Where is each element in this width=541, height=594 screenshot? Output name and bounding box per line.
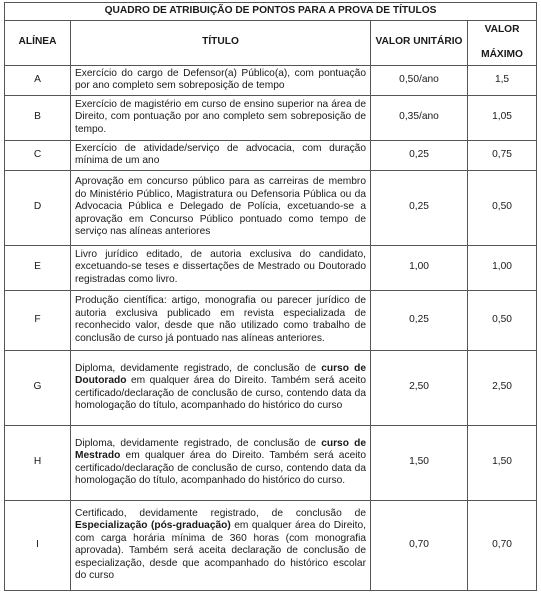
cell-valor-unitario: 0,25	[371, 140, 468, 170]
titles-points-table	[4, 2, 537, 591]
cell-valor-maximo: 1,05	[468, 95, 537, 140]
cell-titulo	[71, 65, 371, 95]
cell-alinea: H	[5, 425, 71, 500]
cell-alinea: F	[5, 290, 71, 350]
cell-valor-maximo: 0,75	[468, 140, 537, 170]
cell-valor-unitario: 0,70	[371, 500, 468, 590]
table-row	[5, 500, 537, 590]
table-row	[5, 95, 537, 140]
cell-titulo-text: Exercício do cargo de Defensor(a) Público(a), com pontuação por ano completo sem sobreposição de tempo	[75, 67, 366, 91]
cell-valor-maximo: 1,00	[468, 245, 537, 290]
table-row	[5, 170, 537, 245]
cell-valor-maximo: 1,50	[468, 425, 537, 500]
table-row	[5, 140, 537, 170]
header-valor-maximo	[468, 20, 537, 65]
cell-titulo	[71, 425, 371, 500]
cell-titulo	[71, 245, 371, 290]
cell-alinea: E	[5, 245, 71, 290]
cell-alinea: G	[5, 350, 71, 425]
cell-titulo	[71, 290, 371, 350]
header-valor-unitario: VALOR UNITÁRIO	[371, 20, 468, 65]
cell-titulo	[71, 95, 371, 140]
cell-titulo-text: Exercício de magistério em curso de ensino superior na área de Direito, com pontuação por ano completo sem sobreposição de tempo.	[75, 98, 366, 135]
cell-titulo-emphasis: Especialização (pós-graduação)	[75, 520, 231, 531]
table-row	[5, 65, 537, 95]
header-valor-maximo-line1: VALOR	[484, 23, 520, 35]
cell-titulo-text: Exercício de atividade/serviço de advocacia, com duração mínima de um ano	[75, 142, 366, 166]
cell-titulo	[71, 500, 371, 590]
cell-valor-maximo: 0,50	[468, 290, 537, 350]
cell-valor-unitario: 0,25	[371, 170, 468, 245]
cell-valor-unitario: 0,50/ano	[371, 65, 468, 95]
cell-titulo-text: em qualquer área do Direito. Também será aceito certificado/declaração de conclusão de curso, contendo data da homologação do título, acompanhado do histórico do curso	[75, 375, 366, 411]
cell-valor-maximo: 0,70	[468, 500, 537, 590]
cell-alinea: I	[5, 500, 71, 590]
header-valor-maximo-line2: MÁXIMO	[481, 48, 523, 60]
table-row	[5, 245, 537, 290]
header-alinea: ALÍNEA	[5, 20, 71, 65]
cell-valor-maximo: 2,50	[468, 350, 537, 425]
cell-valor-unitario: 1,00	[371, 245, 468, 290]
cell-titulo-text: Livro jurídico editado, de autoria exclusiva do candidato, excetuando-se teses e dissertações de Mestrado ou Doutorado registradas como livro.	[75, 248, 366, 285]
cell-valor-unitario: 1,50	[371, 425, 468, 500]
cell-alinea: C	[5, 140, 71, 170]
table-row	[5, 290, 537, 350]
cell-titulo-text: Certificado, devidamente registrado, de conclusão de	[75, 507, 366, 519]
cell-titulo-text: Diploma, devidamente registrado, de conclusão de	[75, 437, 322, 449]
header-row	[5, 20, 537, 65]
cell-alinea: D	[5, 170, 71, 245]
cell-titulo-text: em qualquer área do Direito. Também será aceito certificado/declaração de conclusão de curso, contendo data da homologação do título, acompanhado do histórico do curso.	[75, 450, 366, 486]
table-row	[5, 350, 537, 425]
table-row	[5, 425, 537, 500]
cell-valor-unitario: 0,25	[371, 290, 468, 350]
cell-valor-unitario: 2,50	[371, 350, 468, 425]
cell-alinea: A	[5, 65, 71, 95]
cell-titulo	[71, 140, 371, 170]
cell-titulo	[71, 350, 371, 425]
header-titulo: TÍTULO	[71, 20, 371, 65]
cell-alinea: B	[5, 95, 71, 140]
cell-titulo-emphasis: curso de Doutorado	[75, 362, 366, 386]
table-caption: QUADRO DE ATRIBUIÇÃO DE PONTOS PARA A PROVA DE TÍTULOS	[5, 3, 537, 21]
cell-valor-maximo: 1,5	[468, 65, 537, 95]
cell-valor-maximo: 0,50	[468, 170, 537, 245]
cell-titulo	[71, 170, 371, 245]
cell-titulo-text: Aprovação em concurso público para as carreiras de membro do Ministério Público, Magistratura ou Defensoria Pública ou da Advocacia Pública e Delegado de Polícia, excetuando-se a aprovação em Concurso Público pontuado como tempo de serviço nas alíneas anteriores	[75, 176, 366, 238]
cell-valor-unitario: 0,35/ano	[371, 95, 468, 140]
cell-titulo-emphasis: curso de Mestrado	[75, 437, 366, 461]
cell-titulo-text: Diploma, devidamente registrado, de conclusão de	[75, 362, 322, 374]
cell-titulo-text: em qualquer área do Direito, com carga horária mínima de 360 horas (com monografia aprovada). Também será aceita declaração de conclusão de especialização, desde que acompanhado do histórico escolar do curso	[75, 520, 366, 581]
cell-titulo-text: Produção científica: artigo, monografia ou parecer jurídico de autoria exclusiva publicado em revista especializada de reconhecido valor, desde que não utilizado como trabalho de conclusão de curso já pontuado nas alíneas anteriores.	[75, 295, 366, 344]
